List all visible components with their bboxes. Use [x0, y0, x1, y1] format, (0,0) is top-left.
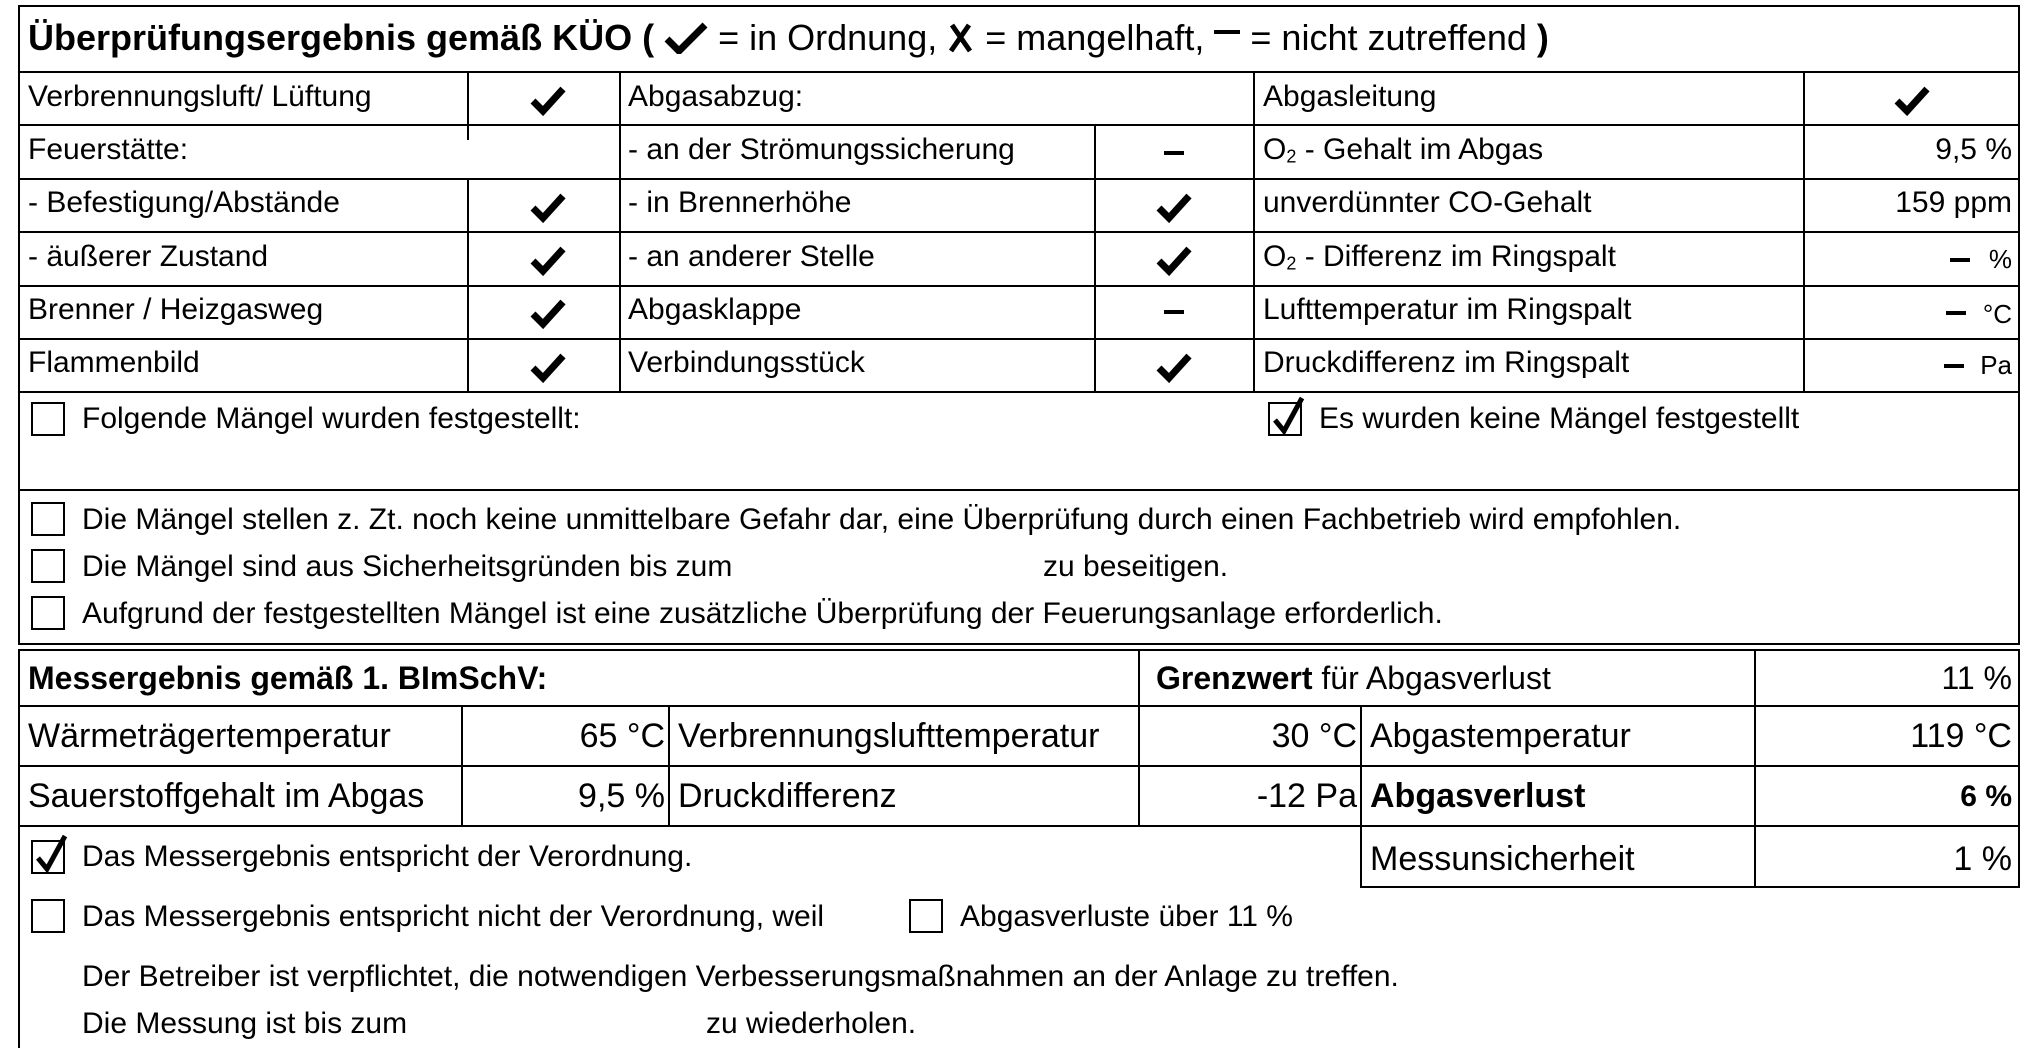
checkmark-icon	[1154, 187, 1194, 227]
grenzwert-value: 11 %	[1941, 660, 2012, 696]
form-header	[28, 17, 1549, 58]
operator-obligation-text: Der Betreiber ist verpflichtet, die notwendigen Verbesserungsmaßnahmen an der Anlage zu treffen.	[82, 960, 1399, 993]
andere-stelle-label: - an anderer Stelle	[628, 240, 875, 273]
not-complies-checkbox[interactable]	[31, 899, 65, 933]
abgas-over-label: Abgasverluste über 11 %	[960, 900, 1293, 933]
no-defects-label: Es wurden keine Mängel festgestellt	[1319, 402, 1800, 435]
o2-differenz-unit: %	[1988, 244, 2012, 274]
dash-icon	[1164, 151, 1184, 155]
form-title: Überprüfungsergebnis gemäß KÜO (	[28, 17, 655, 58]
checkmark-icon	[528, 240, 568, 280]
checkmark-icon	[528, 80, 568, 120]
sauerstoff-value: 9,5 %	[578, 777, 665, 815]
dash-icon	[1944, 364, 1964, 368]
defects-found-label: Folgende Mängel wurden festgestellt:	[82, 402, 581, 435]
additional-check-label: Aufgrund der festgestellten Mängel ist eine zusätzliche Überprüfung der Feuerungsanlage erforderlich.	[82, 597, 1443, 630]
verbrennungsluft-label: Verbrennungsluft/ Lüftung	[28, 80, 372, 113]
no-danger-label: Die Mängel stellen z. Zt. noch keine unmittelbare Gefahr dar, eine Überprüfung durch einen Fachbetrieb wird empfohlen.	[82, 503, 1682, 536]
no-defects-checkbox[interactable]	[1268, 402, 1302, 436]
verbrennungsluft-temp-value: 30 °C	[1271, 717, 1357, 755]
brennerhoehe-label: - in Brennerhöhe	[628, 186, 852, 219]
fix-deadline-suffix: zu beseitigen.	[1043, 550, 1229, 583]
druckdifferenz-value: -12 Pa	[1256, 777, 1357, 815]
dash-icon	[1214, 30, 1240, 34]
druckdifferenz-ringspalt-unit: Pa	[1980, 350, 2012, 380]
waermetraeger-label: Wärmeträgertemperatur	[28, 717, 391, 755]
sauerstoff-label: Sauerstoffgehalt im Abgas	[28, 777, 425, 815]
stroemung-label: - an der Strömungssicherung	[628, 133, 1015, 166]
druckdifferenz-label: Druckdifferenz	[678, 777, 897, 815]
druckdifferenz-ringspalt-label: Druckdifferenz im Ringspalt	[1263, 346, 1630, 379]
messunsicherheit-value: 1 %	[1953, 840, 2012, 878]
abgasleitung-label: Abgasleitung	[1263, 80, 1437, 113]
verbrennungsluft-temp-label: Verbrennungslufttemperatur	[678, 717, 1100, 755]
grenzwert-label: Grenzwert für Abgasverlust	[1156, 660, 1551, 696]
complies-checkbox[interactable]	[31, 840, 65, 874]
o2-differenz-label: $O_2$ - Differenz im Ringspalt	[1263, 240, 1616, 274]
dash-icon	[1164, 310, 1184, 314]
abgas-over-checkbox[interactable]	[909, 899, 943, 933]
befestigung-label: - Befestigung/Abstände	[28, 186, 340, 219]
abgasabzug-label: Abgasabzug:	[628, 80, 804, 113]
repeat-prefix: Die Messung ist bis zum	[82, 1007, 408, 1040]
checkmark-icon	[664, 22, 708, 54]
lufttemperatur-label: Lufttemperatur im Ringspalt	[1263, 293, 1632, 326]
checkmark-icon	[1154, 240, 1194, 280]
legend-ok-text: = in Ordnung,	[708, 17, 948, 58]
checkmark-icon	[528, 187, 568, 227]
waermetraeger-value: 65 °C	[579, 717, 665, 755]
feuerstaette-label: Feuerstätte:	[28, 133, 189, 166]
zustand-label: - äußerer Zustand	[28, 240, 269, 273]
checkmark-icon	[1892, 80, 1932, 120]
abgasverlust-value: 6 %	[1960, 780, 2012, 813]
flammenbild-label: Flammenbild	[28, 346, 200, 379]
checkmark-icon	[1154, 347, 1194, 387]
abgasklappe-label: Abgasklappe	[628, 293, 802, 326]
verbindungsstueck-label: Verbindungsstück	[628, 346, 865, 379]
no-danger-checkbox[interactable]	[31, 502, 65, 536]
repeat-suffix: zu wiederholen.	[706, 1007, 917, 1040]
abgasverlust-label: Abgasverlust	[1370, 777, 1586, 815]
o2-gehalt-label: $O_2$ - Gehalt im Abgas	[1263, 133, 1544, 167]
co-gehalt-label: unverdünnter CO-Gehalt	[1263, 186, 1592, 219]
legend-defect-text: = mangelhaft,	[975, 17, 1215, 58]
close-paren: )	[1536, 17, 1549, 58]
fix-deadline-checkbox[interactable]	[31, 549, 65, 583]
not-complies-label: Das Messergebnis entspricht nicht der Verordnung, weil	[82, 900, 825, 933]
additional-check-checkbox[interactable]	[31, 596, 65, 630]
checkmark-icon	[528, 293, 568, 333]
brenner-label: Brenner / Heizgasweg	[28, 293, 324, 326]
co-gehalt-value: 159 ppm	[1895, 186, 2012, 219]
complies-label: Das Messergebnis entspricht der Verordnung.	[82, 840, 693, 873]
o2-gehalt-value: 9,5 %	[1935, 133, 2012, 166]
legend-na-text: = nicht zutreffend	[1240, 17, 1537, 58]
dash-icon	[1950, 258, 1970, 262]
measurement-title: Messergebnis gemäß 1. BImSchV:	[28, 660, 548, 696]
cross-icon	[947, 22, 975, 54]
defects-found-checkbox[interactable]	[31, 402, 65, 436]
abgastemperatur-label: Abgastemperatur	[1370, 717, 1631, 755]
abgastemperatur-value: 119 °C	[1910, 717, 2012, 755]
lufttemperatur-unit: °C	[1982, 299, 2012, 329]
checkmark-icon	[528, 347, 568, 387]
messunsicherheit-label: Messunsicherheit	[1370, 840, 1635, 878]
fix-deadline-prefix: Die Mängel sind aus Sicherheitsgründen bis zum	[82, 550, 733, 583]
